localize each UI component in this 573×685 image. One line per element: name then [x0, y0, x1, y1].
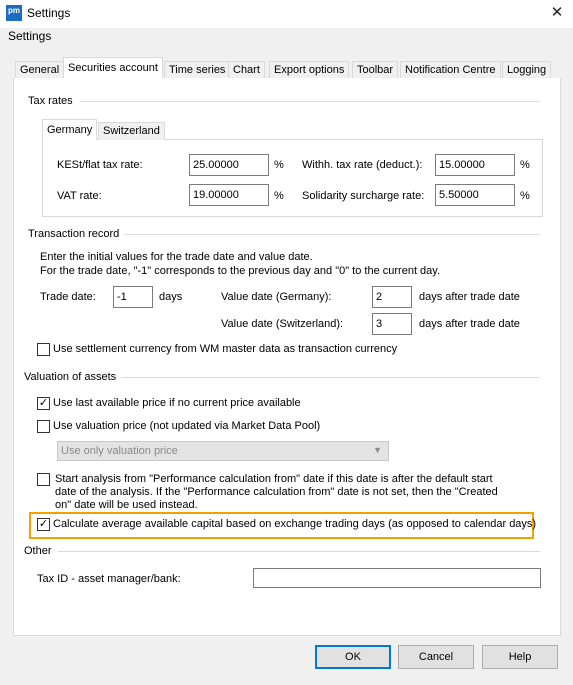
tab-securities-account[interactable]: Securities account — [63, 57, 163, 79]
solidarity-percent: % — [520, 190, 530, 202]
transaction-record-heading: Transaction record — [28, 228, 120, 240]
vat-percent: % — [274, 190, 284, 202]
kest-label: KESt/flat tax rate: — [57, 159, 143, 171]
start-analysis-checkbox[interactable] — [37, 473, 50, 486]
subtab-germany[interactable]: Germany — [42, 119, 97, 140]
other-heading: Other — [24, 545, 52, 557]
valuation-rule — [121, 377, 540, 378]
valuation-heading: Valuation of assets — [24, 371, 117, 383]
avg-capital-checkbox[interactable]: ✓ — [38, 518, 49, 530]
value-date-de-suffix: days after trade date — [419, 291, 520, 303]
start-analysis-line3: on" date will be used instead. — [55, 499, 198, 511]
tax-id-label: Tax ID - asset manager/bank: — [37, 573, 181, 585]
value-date-ch-suffix: days after trade date — [419, 318, 520, 330]
app-icon: pm — [6, 5, 22, 21]
subtab-switzerland[interactable]: Switzerland — [98, 122, 165, 140]
tab-logging[interactable]: Logging — [502, 61, 551, 79]
chevron-down-icon: ▼ — [373, 445, 382, 455]
tab-export-options[interactable]: Export options — [269, 61, 349, 79]
solidarity-input[interactable]: 5.50000 — [435, 184, 515, 206]
tax-rates-heading: Tax rates — [28, 95, 73, 107]
value-date-ch-label: Value date (Switzerland): — [221, 318, 344, 330]
withh-percent: % — [520, 159, 530, 171]
withh-input[interactable]: 15.00000 — [435, 154, 515, 176]
value-date-de-input[interactable]: 2 — [372, 286, 412, 308]
tax-rates-rule — [80, 101, 540, 102]
valuation-price-label: Use valuation price (not updated via Market Data Pool) — [53, 420, 321, 432]
valuation-price-checkbox[interactable] — [37, 420, 50, 433]
vat-input[interactable]: 19.00000 — [189, 184, 269, 206]
tab-notification-centre[interactable]: Notification Centre — [400, 61, 501, 79]
kest-percent: % — [274, 159, 284, 171]
last-price-checkbox[interactable]: ✓ — [38, 397, 49, 409]
tab-time-series[interactable]: Time series — [164, 61, 230, 79]
tab-general[interactable]: General — [15, 61, 64, 79]
valuation-price-select-value: Use only valuation price — [61, 445, 178, 457]
settlement-currency-checkbox[interactable] — [37, 343, 50, 356]
value-date-ch-input[interactable]: 3 — [372, 313, 412, 335]
transaction-record-rule — [124, 234, 540, 235]
transaction-info-line2: For the trade date, "-1" corresponds to the previous day and "0" to the current day. — [40, 265, 441, 277]
solidarity-label: Solidarity surcharge rate: — [302, 190, 425, 202]
close-icon[interactable]: ✕ — [550, 4, 564, 21]
last-price-label: Use last available price if no current price available — [53, 397, 301, 409]
start-analysis-line2: date of the analysis. If the "Performance calculation from" date is not set, then the "Created — [55, 486, 498, 498]
help-button[interactable]: Help — [482, 645, 558, 669]
vat-label: VAT rate: — [57, 190, 102, 202]
trade-date-days: days — [159, 291, 183, 303]
tax-id-input[interactable] — [253, 568, 541, 588]
ok-button[interactable]: OK — [315, 645, 391, 669]
settlement-currency-label: Use settlement currency from WM master data as transaction currency — [53, 343, 398, 355]
tab-chart[interactable]: Chart — [228, 61, 265, 79]
kest-input[interactable]: 25.00000 — [189, 154, 269, 176]
avg-capital-label: Calculate average available capital based on exchange trading days (as opposed to calendar days) — [53, 518, 537, 530]
title-bar — [0, 0, 573, 28]
valuation-price-select[interactable] — [57, 441, 389, 461]
tab-toolbar[interactable]: Toolbar — [352, 61, 398, 79]
menu-settings: Settings — [8, 29, 52, 43]
withh-label: Withh. tax rate (deduct.): — [302, 159, 423, 171]
window-title: Settings — [27, 6, 71, 20]
value-date-de-label: Value date (Germany): — [221, 291, 332, 303]
transaction-info-line1: Enter the initial values for the trade date and value date. — [40, 251, 313, 263]
cancel-button[interactable]: Cancel — [398, 645, 474, 669]
trade-date-label: Trade date: — [40, 291, 96, 303]
trade-date-input[interactable]: -1 — [113, 286, 153, 308]
other-rule — [58, 551, 540, 552]
start-analysis-line1: Start analysis from "Performance calculation from" date if this date is after the default start — [55, 473, 493, 485]
